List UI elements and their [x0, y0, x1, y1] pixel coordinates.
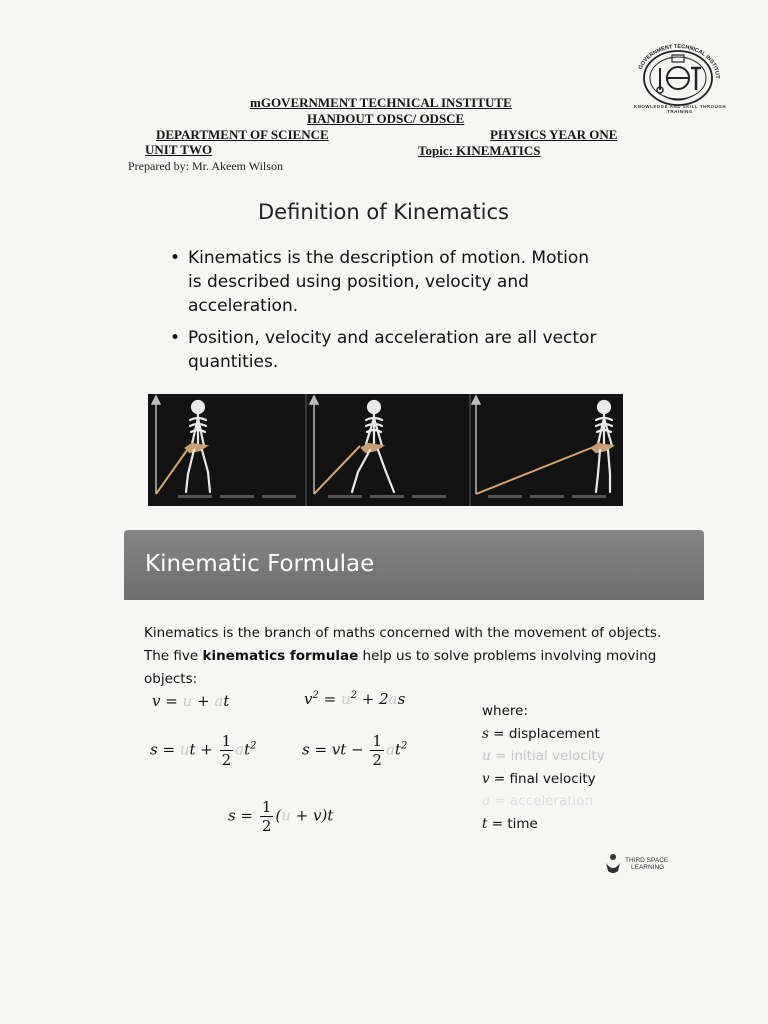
skeleton-walking-illustration — [148, 394, 623, 506]
institute-title: mGOVERNMENT TECHNICAL INSTITUTE — [250, 95, 512, 110]
logo-arc-text: GOVERNMENT TECHNICAL INSTITUT — [637, 43, 721, 79]
intro-bold-term: kinematics formulae — [202, 648, 359, 664]
variable-definitions — [482, 700, 605, 835]
bullet-text: Position, velocity and acceleration are all vector quantities. — [188, 328, 597, 372]
formulae-intro — [144, 622, 704, 691]
formula-s-vt-half-at2: s = vt − $\frac{1}{2}$ $at^2$ — [302, 732, 408, 769]
svg-text:GOVERNMENT TECHNICAL INSTITUTE — [630, 38, 720, 79]
formula-s-ut-half-at2: s = ut + $\frac{1}{2}$ $at^2$ — [150, 732, 257, 769]
definition-u: u = initial velocity — [482, 748, 605, 764]
definition-bullets — [170, 246, 600, 382]
unit-label: UNIT TWO — [145, 142, 213, 157]
bullet-item — [170, 246, 600, 318]
course-label: PHYSICS YEAR ONE — [490, 127, 618, 142]
definition-a: a = acceleration — [482, 793, 594, 809]
bullet-dot: • — [170, 328, 181, 348]
prepared-by: Prepared by: Mr. Akeem Wilson — [128, 159, 283, 173]
intro-line-2: The five kinematics formulae help us to solve problems involving moving objects: — [144, 648, 657, 687]
where-label: where: — [482, 703, 529, 719]
bullet-dot: • — [170, 248, 181, 268]
department-label: DEPARTMENT OF SCIENCE — [156, 127, 329, 142]
formula-s-half-u-plus-v-t: s = $\frac{1}{2}$ (u + v)t — [228, 798, 334, 835]
handout-title: HANDOUT ODSC/ ODSCE — [307, 111, 465, 126]
third-space-learning-text: THIRD SPACE LEARNING — [625, 857, 669, 871]
intro-line-1: Kinematics is the branch of maths concerned with the movement of objects. — [144, 625, 662, 641]
definition-title: Definition of Kinematics — [258, 200, 509, 224]
formula-v-equals-u-plus-at: v = u + at — [152, 692, 230, 710]
definition-s: s = displacement — [482, 725, 600, 742]
formula-v-squared: $v^2 = u^2 + 2as$ — [304, 690, 406, 708]
formulae-banner-title: Kinematic Formulae — [145, 551, 375, 577]
definition-t: t = time — [482, 815, 538, 832]
bullet-item — [170, 326, 600, 374]
definition-v: v = final velocity — [482, 770, 596, 787]
bullet-text: Kinematics is the description of motion. Motion is described using position, velocity and acceleration. — [188, 248, 590, 316]
third-space-learning-icon — [604, 853, 622, 875]
topic-label: Topic: KINEMATICS — [418, 143, 541, 158]
motion-image-strip — [148, 394, 623, 506]
logo-motto: KNOWLEDGE AND SKILL THROUGH TRAINING — [633, 104, 727, 114]
